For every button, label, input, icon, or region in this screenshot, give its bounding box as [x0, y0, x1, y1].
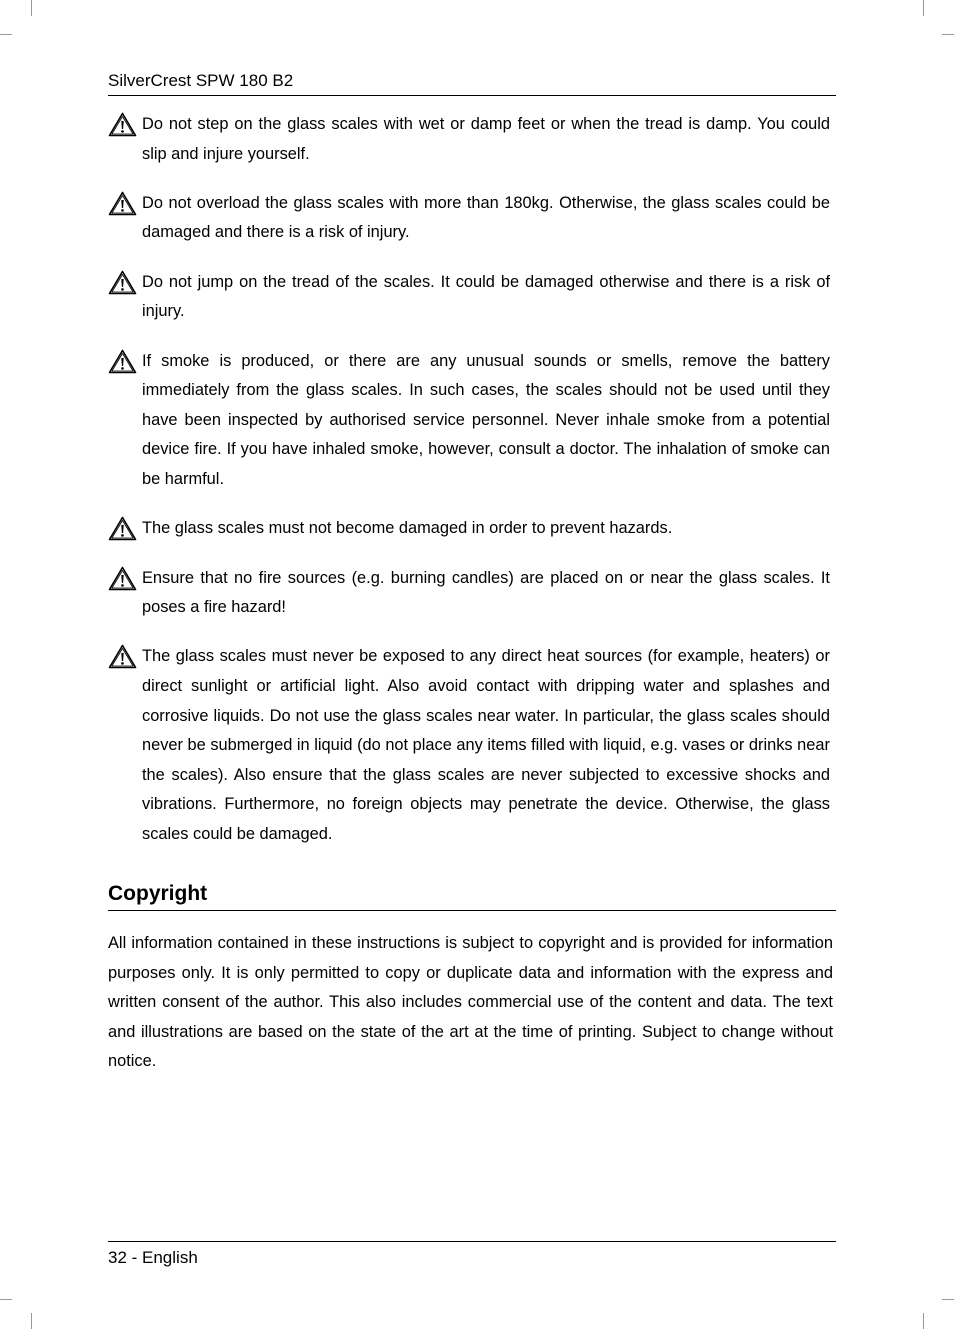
- page-number-label: 32 - English: [108, 1248, 198, 1267]
- warning-item: [108, 564, 830, 623]
- crop-mark: [923, 1313, 924, 1329]
- crop-mark: [31, 1313, 32, 1329]
- warning-item: [108, 110, 830, 169]
- warning-text: The glass scales must never be exposed to any direct heat sources (for example, heaters) or direct sunlight or artificial light. Also avoid contact with dripping water and splashes and corrosive liquids. Do not use the glass scales near water. In particular, the glass scales should never be submerged in liquid (do not place any items filled with liquid, e.g. vases or drinks near the scales). Also ensure that the glass scales are never subjected to excessive shocks and vibrations. Furthermore, no foreign objects may penetrate the device. Otherwise, the glass scales could be damaged.: [142, 647, 830, 843]
- warning-list: [108, 110, 830, 869]
- warning-item: [108, 268, 830, 327]
- warning-triangle-icon: [108, 112, 137, 137]
- warning-text: Do not step on the glass scales with wet or damp feet or when the tread is damp. You could slip and injure yourself.: [142, 115, 830, 163]
- crop-mark: [942, 34, 954, 35]
- section-heading: Copyright: [108, 878, 836, 911]
- crop-mark: [923, 0, 924, 16]
- warning-text: Ensure that no fire sources (e.g. burning candles) are placed on or near the glass scales. It poses a fire hazard!: [142, 568, 830, 617]
- warning-text: If smoke is produced, or there are any unusual sounds or smells, remove the battery immediately from the glass scales. In such cases, the scales should not be used until they have been inspected by authorised service personnel. Never inhale smoke from a potential device fire. If you have inhaled smoke, however, consult a doctor. The inhalation of smoke can be harmful.: [142, 351, 830, 488]
- warning-item: [108, 514, 830, 544]
- page-footer: [108, 1241, 836, 1272]
- warning-text: Do not overload the glass scales with more than 180kg. Otherwise, the glass scales could be damaged and there is a risk of injury.: [142, 193, 830, 242]
- copyright-paragraph: All information contained in these instructions is subject to copyright and is provided for information purposes only. It is only permitted to copy or duplicate data and information with the express and written consent of the author. This also includes commercial use of the content and data. The text and illustrations are based on the state of the art at the time of printing. Subject to change without notice.: [108, 934, 833, 1071]
- warning-triangle-icon: [108, 516, 137, 541]
- warning-triangle-icon: [108, 349, 137, 374]
- crop-mark: [942, 1299, 954, 1300]
- warning-triangle-icon: [108, 566, 137, 591]
- crop-mark: [31, 0, 32, 16]
- crop-mark: [0, 1299, 12, 1300]
- warning-text: The glass scales must not become damaged in order to prevent hazards.: [142, 519, 673, 538]
- warning-text: Do not jump on the tread of the scales. It could be damaged otherwise and there is a risk of injury.: [142, 272, 830, 321]
- warning-triangle-icon: [108, 644, 137, 669]
- warning-triangle-icon: [108, 191, 137, 216]
- crop-mark: [0, 34, 12, 35]
- page-header: [108, 69, 836, 96]
- warning-triangle-icon: [108, 270, 137, 295]
- warning-item: [108, 347, 830, 495]
- warning-item: [108, 189, 830, 248]
- warning-item: [108, 642, 830, 849]
- header-title: SilverCrest SPW 180 B2: [108, 71, 294, 90]
